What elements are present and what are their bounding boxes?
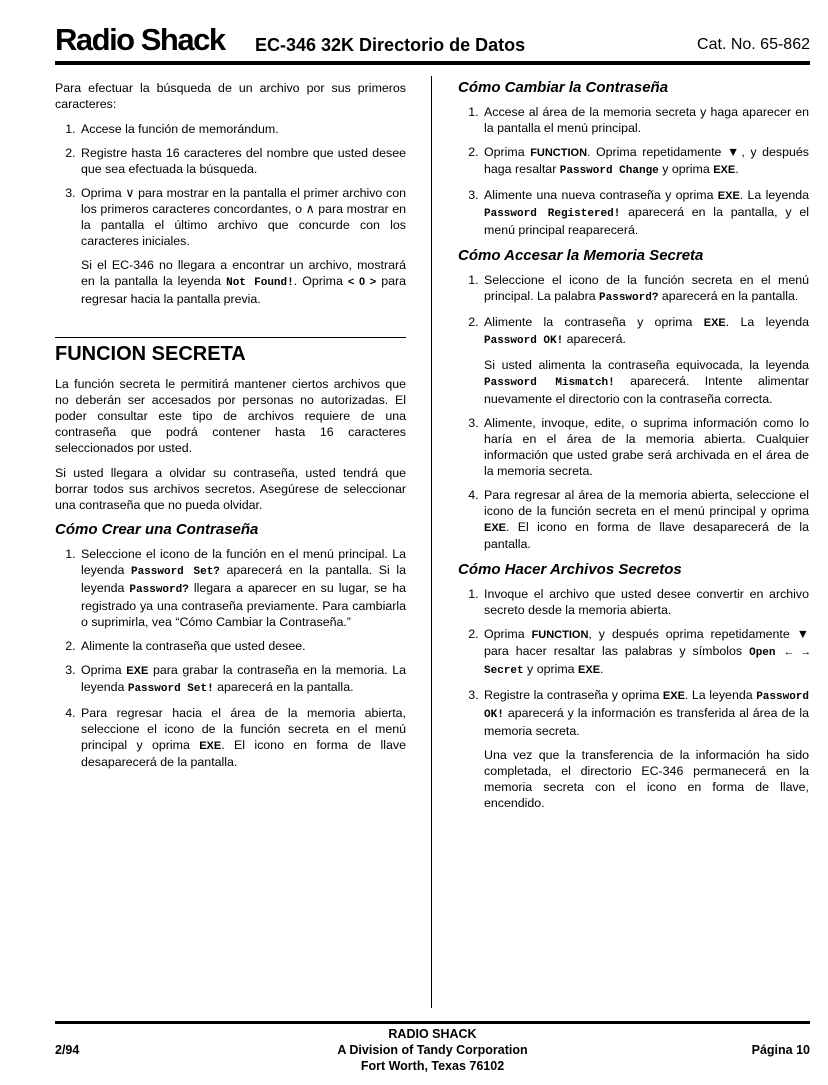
display-message: Password Registered!: [484, 208, 621, 220]
display-message: Open ← → Secret: [484, 647, 809, 677]
text: y oprima: [523, 662, 579, 676]
list-item: [79, 185, 406, 307]
text: , y después oprima repetidamente ▼ para hacer resaltar las palabras y símbolos: [484, 627, 809, 658]
secret-para-2: Si usted llegara a olvidar su contraseña, usted tendrá que borrar todos sus archivos secretos. Asegúrese de seleccionar una contraseña que no pueda olvidar.: [55, 466, 406, 512]
display-message: Password Mismatch!: [484, 377, 615, 389]
list-item: [482, 314, 809, 407]
key-label: EXE: [717, 190, 740, 202]
text: Para regresar hacia el área de la memoria abierta, seleccione el icono de la función secreta en el menú principal y oprima: [81, 706, 406, 752]
display-message: Password Set?: [130, 566, 220, 578]
create-password-heading: Cómo Crear una Contraseña: [55, 521, 259, 538]
display-message: Password OK!: [484, 691, 809, 721]
text: y oprima: [658, 162, 714, 176]
step-note: [81, 257, 406, 307]
company-location: Fort Worth, Texas 76102: [360, 1059, 505, 1073]
change-password-steps: [458, 104, 809, 238]
text: . La leyenda: [684, 688, 757, 702]
text: Si usted alimenta la contraseña equivocada, la leyenda: [484, 358, 809, 372]
display-message: Password Set!: [127, 683, 214, 695]
left-column: [55, 80, 406, 780]
search-intro: Para efectuar la búsqueda de un archivo por sus primeros caracteres:: [55, 81, 406, 111]
text: llegara a aparecer en su lugar, se ha registrado ya una contraseña previamente. Para cambiarla o suprimirla, vea “Cómo Cambiar la Contraseña.”: [81, 581, 406, 629]
key-label: < 0 >: [347, 276, 377, 288]
display-message: Password OK!: [484, 335, 564, 347]
text: Si el EC-346 no llegara a encontrar un archivo, mostrará en la pantalla la leyenda: [81, 258, 406, 288]
list-item: [482, 687, 809, 811]
secret-files-heading: Cómo Hacer Archivos Secretos: [458, 561, 682, 578]
text: Oprima: [484, 145, 531, 159]
text: . La leyenda: [725, 315, 809, 329]
access-secret-heading: Cómo Accesar la Memoria Secreta: [458, 247, 704, 264]
company-name: RADIO SHACK: [388, 1027, 477, 1041]
right-column: [458, 80, 809, 821]
list-item: 1. Accese la función de memorándum.: [79, 121, 406, 137]
key-label: EXE: [126, 665, 149, 677]
key-label: EXE: [199, 740, 222, 752]
list-item: 3. Alimente, invoque, edite, o suprima información como lo haría en el área de la memoria abierta. Cualquier información que usted grabe será archivada en el área de la memoria secreta.: [482, 415, 809, 479]
display-message: Not Found!: [226, 277, 294, 289]
text: . El icono en forma de llave desaparecerá de la pantalla.: [484, 520, 809, 551]
step-text: Oprima ∨ para mostrar en la pantalla el primer archivo con los primeros caracteres concordantes, o ∧ para mostrar en la pantalla el último archivo que concurde con los caracteres iniciales.: [81, 186, 406, 248]
key-label: FUNCTION: [530, 147, 588, 159]
display-message: Password Change: [559, 165, 659, 177]
text: para regresar hacia la pantalla previa.: [81, 274, 407, 306]
footer-date: 2/94: [55, 1043, 80, 1057]
text: .: [735, 162, 739, 176]
list-item: [482, 626, 809, 679]
text: . El icono en forma de llave desaparecerá de la pantalla.: [81, 738, 406, 769]
list-item: 1. Accese al área de la memoria secreta y haga aparecer en la pantalla el menú principal.: [482, 104, 809, 136]
key-label: EXE: [713, 164, 736, 176]
text: aparecerá en la pantalla.: [213, 680, 354, 694]
company-division: A Division of Tandy Corporation: [337, 1043, 528, 1057]
text: . Oprima: [293, 274, 348, 288]
key-label: FUNCTION: [531, 629, 589, 641]
section-title: FUNCION SECRETA: [55, 343, 246, 365]
text: Oprima: [484, 627, 532, 641]
list-item: 2. Registre hasta 16 caracteres del nombre que usted desee que sea efectuada la búsqueda.: [79, 145, 406, 177]
text: Seleccione el icono de la función en el menú principal. La leyenda: [81, 547, 406, 577]
footer-address: [55, 1026, 810, 1074]
list-item: [482, 487, 809, 552]
text: Para regresar al área de la memoria abierta, seleccione el icono de la función secreta en el menú principal y oprima: [484, 488, 809, 518]
text: .: [600, 662, 604, 676]
page-header: [55, 22, 810, 58]
text: para grabar la contraseña en la memoria. La leyenda: [81, 663, 406, 694]
document-title: EC-346 32K Directorio de Datos: [255, 35, 526, 55]
text: Registre la contraseña y oprima: [484, 688, 663, 702]
page-number: Página 10: [751, 1043, 810, 1057]
radio-shack-logo: Radio Shack: [55, 22, 225, 57]
text: aparecerá y la información es transferida al área de la memoria secreta.: [484, 706, 809, 738]
header-rule: [55, 61, 810, 65]
text: aparecerá. Intente alimentar nuevamente el directorio con la contraseña correcta.: [484, 374, 809, 406]
list-item: 1. Invoque el archivo que usted desee convertir en archivo secreto desde la memoria abierta.: [482, 586, 809, 618]
list-item: 2. Alimente la contraseña que usted desee.: [79, 638, 406, 654]
catalog-number: Cat. No. 65-862: [697, 36, 810, 53]
footer-rule: [55, 1021, 810, 1024]
text: aparecerá en la pantalla. Si la leyenda: [81, 563, 406, 595]
text: Seleccione el icono de la función secreta en el menú principal. La palabra: [484, 273, 809, 303]
text: Alimente la contraseña y oprima: [484, 315, 704, 329]
column-divider: [431, 76, 432, 1008]
access-secret-steps: [458, 272, 809, 552]
key-label: EXE: [703, 317, 726, 329]
key-label: EXE: [662, 690, 685, 702]
text: . La leyenda: [739, 188, 810, 202]
list-item: [482, 187, 809, 238]
step-note: [484, 357, 809, 407]
list-item: [79, 546, 406, 630]
step-note: Una vez que la transferencia de la información ha sido completada, el directorio EC-346 permanecerá en la memoria secreta con el icono en forma de llave, encendido.: [484, 748, 809, 810]
text: Oprima: [81, 663, 127, 677]
page-footer: [55, 1026, 810, 1076]
list-item: [482, 144, 809, 179]
search-steps: [55, 121, 406, 307]
display-message: Password?: [599, 292, 659, 304]
text: Alimente una nueva contraseña y oprima: [484, 188, 718, 202]
key-label: EXE: [484, 522, 507, 534]
secret-files-steps: [458, 586, 809, 811]
list-item: [79, 705, 406, 770]
text: aparecerá en la pantalla.: [658, 289, 799, 303]
text: aparecerá en la pantalla, y el menú principal reaparecerá.: [484, 205, 809, 237]
key-label: EXE: [578, 664, 601, 676]
list-item: [482, 272, 809, 306]
text: aparecerá.: [563, 332, 626, 346]
create-password-steps: [55, 546, 406, 770]
section-divider: [55, 337, 406, 338]
secret-para-1: La función secreta le permitirá mantener ciertos archivos que no deberán ser accesados por personas no autorizadas. El poder consultar este tipo de archivos requiere de una contraseña que podrá contener hasta 16 caracteres seleccionados por usted.: [55, 377, 406, 455]
display-message: Password?: [129, 584, 189, 596]
change-password-heading: Cómo Cambiar la Contraseña: [458, 79, 669, 96]
list-item: [79, 662, 406, 697]
text: . Oprima repetidamente ▼, y después haga resaltar: [484, 145, 809, 176]
